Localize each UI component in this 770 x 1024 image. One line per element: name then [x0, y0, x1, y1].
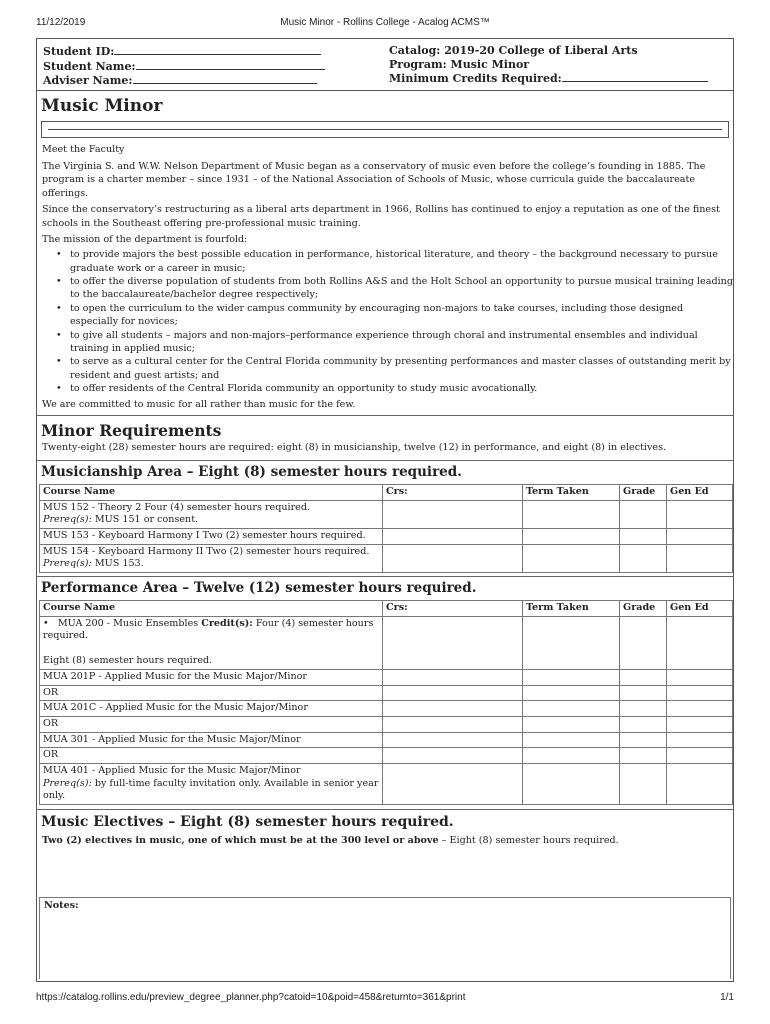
crs-cell[interactable]: [383, 669, 523, 685]
term-cell[interactable]: [523, 544, 620, 572]
crs-cell[interactable]: [383, 528, 523, 544]
grade-cell[interactable]: [620, 544, 667, 572]
prereq-label: Prereq(s):: [43, 558, 92, 570]
performance-section: [37, 576, 733, 805]
grade-cell[interactable]: [620, 685, 667, 701]
mission-item: • to offer residents of the Central Florida community an opportunity to study music avocationally.: [70, 382, 733, 395]
gened-cell[interactable]: [667, 500, 733, 528]
course-name: MUA 401 - Applied Music for the Music Major/Minor: [43, 765, 301, 777]
mission-item: • to open the curriculum to the wider campus community by encouraging non-majors to take courses, including those designed especially for novices;: [70, 302, 733, 329]
intro-paragraph-3: The mission of the department is fourfold:: [42, 233, 248, 245]
page-title: Music Minor: [41, 96, 163, 116]
prereq-text: MUS 153.: [91, 558, 144, 570]
adviser-name-label: Adviser Name:: [43, 74, 133, 87]
print-date: 11/12/2019: [36, 17, 86, 28]
mission-item: • to give all students – majors and non-majors–performance experience through choral and instrumental ensembles and individual training in applied music;: [70, 329, 733, 356]
student-id-label: Student ID:: [43, 45, 115, 58]
catalog-label: Catalog: 2019-20 College of Liberal Arts: [389, 44, 638, 57]
table-row: [40, 764, 733, 805]
notes-box[interactable]: [39, 897, 731, 979]
crs-cell[interactable]: [383, 616, 523, 669]
mission-item: • to serve as a cultural center for the Central Florida community by presenting performances and master classes of outstanding merit by resident and guest artists; and: [70, 355, 733, 382]
grade-cell[interactable]: [620, 716, 667, 732]
student-id-field[interactable]: [114, 44, 321, 55]
mission-list: [37, 248, 733, 395]
musicianship-table: [39, 484, 733, 573]
term-cell[interactable]: [523, 732, 620, 748]
meet-faculty: Meet the Faculty: [42, 144, 125, 155]
course-name: MUS 153 - Keyboard Harmony I Two (2) semester hours required.: [43, 529, 366, 541]
col-gen-ed: Gen Ed: [667, 601, 733, 617]
crs-cell[interactable]: [383, 685, 523, 701]
table-row: [40, 732, 733, 748]
term-cell[interactable]: [523, 748, 620, 764]
prereq-text: MUS 151 or consent.: [91, 514, 199, 526]
musicianship-heading: Musicianship Area – Eight (8) semester hours required.: [41, 463, 462, 480]
grade-cell[interactable]: [620, 616, 667, 669]
grade-cell[interactable]: [620, 764, 667, 805]
print-title: Music Minor - Rollins College - Acalog ACMS™: [280, 17, 490, 28]
page-number: 1/1: [720, 992, 734, 1003]
intro-paragraph-2: Since the conservatory’s restructuring as a liberal arts department in 1966, Rollins has continued to enjoy a reputation as one of the finest schools in the Southeast offering pre-professional music training.: [42, 204, 720, 229]
course-cell: [40, 500, 383, 528]
term-cell[interactable]: [523, 685, 620, 701]
col-term-taken: Term Taken: [523, 601, 620, 617]
course-cell: OR: [40, 748, 383, 764]
grade-cell[interactable]: [620, 669, 667, 685]
course-cell: OR: [40, 716, 383, 732]
course-cell: MUA 201C - Applied Music for the Music Major/Minor: [40, 701, 383, 717]
minor-requirements-section: [37, 415, 733, 455]
course-cell: MUA 201P - Applied Music for the Music Major/Minor: [40, 669, 383, 685]
col-gen-ed: Gen Ed: [667, 484, 733, 500]
course-cell: OR: [40, 685, 383, 701]
table-row: [40, 616, 733, 669]
col-course-name: Course Name: [40, 601, 383, 617]
course-cell: [40, 544, 383, 572]
electives-section: [37, 809, 733, 848]
crs-cell[interactable]: [383, 544, 523, 572]
crs-cell[interactable]: [383, 748, 523, 764]
course-name: MUS 152 - Theory 2 Four (4) semester hours required.: [43, 501, 311, 513]
gened-cell[interactable]: [667, 701, 733, 717]
table-row: [40, 528, 733, 544]
print-footer: [36, 992, 734, 1006]
table-row: [40, 701, 733, 717]
course-name: MUA 200 - Music Ensembles: [57, 617, 202, 629]
table-row: [40, 544, 733, 572]
notes-label: Notes:: [44, 900, 79, 911]
performance-heading: Performance Area – Twelve (12) semester hours required.: [41, 580, 477, 597]
crs-cell[interactable]: [383, 716, 523, 732]
student-name-field[interactable]: [136, 59, 325, 70]
gened-cell[interactable]: [667, 616, 733, 669]
course-name: MUS 154 - Keyboard Harmony II Two (2) semester hours required.: [43, 545, 370, 557]
gened-cell[interactable]: [667, 764, 733, 805]
term-cell[interactable]: [523, 701, 620, 717]
col-crs: Crs:: [383, 484, 523, 500]
min-credits-field[interactable]: [562, 71, 708, 82]
col-crs: Crs:: [383, 601, 523, 617]
table-row: [40, 669, 733, 685]
col-grade: Grade: [620, 484, 667, 500]
student-name-label: Student Name:: [43, 59, 136, 73]
electives-heading: Music Electives – Eight (8) semester hours required.: [41, 814, 454, 831]
course-cell: [40, 764, 383, 805]
crs-cell[interactable]: [383, 701, 523, 717]
crs-cell[interactable]: [383, 500, 523, 528]
student-info: [37, 39, 733, 91]
gened-cell[interactable]: [667, 528, 733, 544]
gened-cell[interactable]: [667, 669, 733, 685]
table-row: [40, 500, 733, 528]
col-term-taken: Term Taken: [523, 484, 620, 500]
page-url: https://catalog.rollins.edu/preview_degree_planner.php?catoid=10&poid=458&returnto=361&print: [36, 992, 466, 1003]
grade-cell[interactable]: [620, 528, 667, 544]
min-credits-label: Minimum Credits Required:: [389, 72, 562, 85]
gened-cell[interactable]: [667, 716, 733, 732]
adviser-name-field[interactable]: [133, 73, 317, 84]
term-cell[interactable]: [523, 500, 620, 528]
table-header-row: [40, 601, 733, 617]
table-row: [40, 685, 733, 701]
mission-item: • to offer the diverse population of students from both Rollins A&S and the Holt School an opportunity to pursue musical training leading to the baccalaureate/bachelor degree respectively;: [70, 275, 733, 302]
grade-cell[interactable]: [620, 748, 667, 764]
performance-table: [39, 600, 733, 805]
course-cell: [40, 616, 383, 669]
col-grade: Grade: [620, 601, 667, 617]
divider-box: [41, 121, 729, 138]
program-label: Program: Music Minor: [389, 57, 530, 71]
term-cell[interactable]: [523, 764, 620, 805]
mission-item: • to provide majors the best possible education in performance, historical literature, and theory – the background necessary to pursue graduate work or a career in music;: [70, 248, 733, 275]
prereq-label: Prereq(s):: [43, 514, 92, 526]
term-cell[interactable]: [523, 669, 620, 685]
col-course-name: Course Name: [40, 484, 383, 500]
grade-cell[interactable]: [620, 701, 667, 717]
grade-cell[interactable]: [620, 732, 667, 748]
electives-bold-text: Two (2) electives in music, one of which must be at the 300 level or above: [42, 835, 439, 847]
table-row: [40, 716, 733, 732]
gened-cell[interactable]: [667, 544, 733, 572]
crs-cell[interactable]: [383, 764, 523, 805]
course-cell: MUA 301 - Applied Music for the Music Major/Minor: [40, 732, 383, 748]
term-cell[interactable]: [523, 528, 620, 544]
term-cell[interactable]: [523, 716, 620, 732]
intro-paragraph-1: The Virginia S. and W.W. Nelson Department of Music began as a conservatory of music even before the college’s founding in 1885. The program is a charter member – since 1931 – of the National Association of Schools of Music, whose curricula guide the baccalaureate offerings.: [42, 160, 706, 199]
credit-label: Credit(s):: [201, 617, 253, 629]
table-row: [40, 748, 733, 764]
ensemble-note: Eight (8) semester hours required.: [43, 655, 213, 667]
degree-planner: [36, 38, 734, 982]
gened-cell[interactable]: [667, 732, 733, 748]
course-cell: [40, 528, 383, 544]
gened-cell[interactable]: [667, 685, 733, 701]
gened-cell[interactable]: [667, 748, 733, 764]
term-cell[interactable]: [523, 616, 620, 669]
intro-paragraph-4: We are committed to music for all rather than music for the few.: [42, 398, 356, 410]
electives-text: – Eight (8) semester hours required.: [438, 835, 619, 847]
minor-requirements-heading: Minor Requirements: [41, 421, 222, 441]
grade-cell[interactable]: [620, 500, 667, 528]
minor-requirements-text: Twenty-eight (28) semester hours are required: eight (8) in musicianship, twelve (12) in performance, and eight (8) in electives.: [42, 442, 667, 454]
credit-text: Four (4) semester hours required.: [43, 617, 374, 642]
musicianship-section: [37, 460, 733, 573]
prereq-label: Prereq(s):: [43, 777, 92, 789]
table-header-row: [40, 484, 733, 500]
crs-cell[interactable]: [383, 732, 523, 748]
print-header: [36, 17, 734, 31]
prereq-text: by full-time faculty invitation only. Available in senior year only.: [43, 777, 379, 802]
bullet: •: [43, 617, 49, 629]
